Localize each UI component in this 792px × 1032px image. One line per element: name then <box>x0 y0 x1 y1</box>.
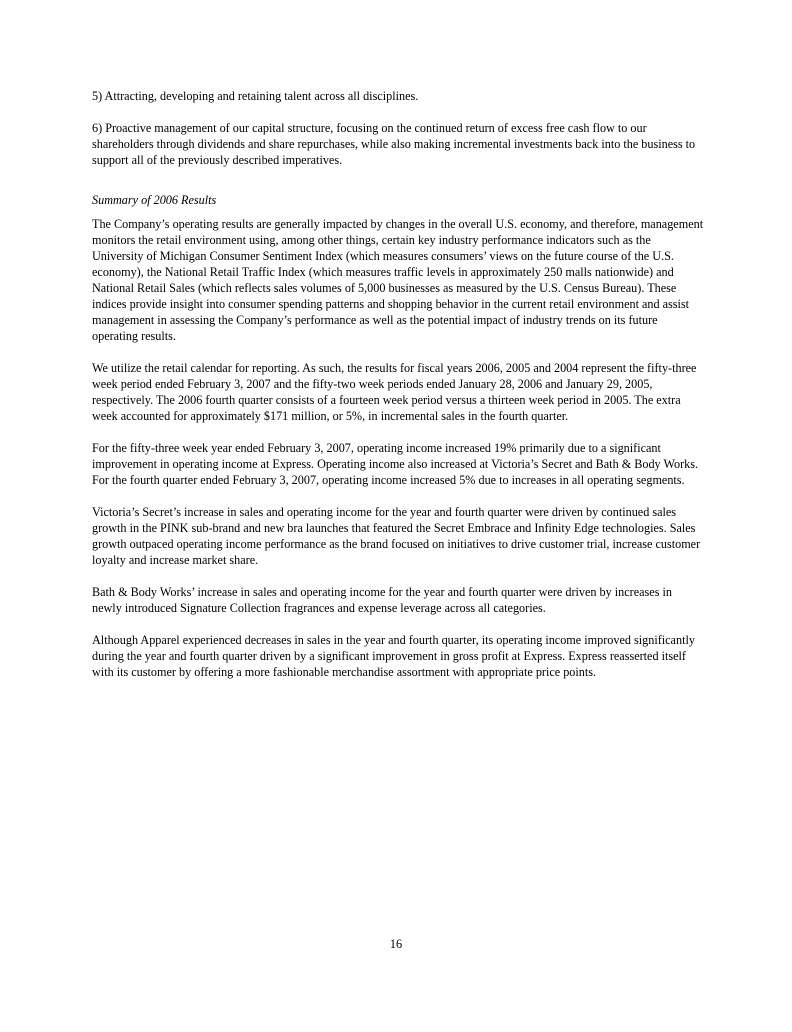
paragraph-retail-calendar: We utilize the retail calendar for reporting. As such, the results for fiscal years 2006, 2005 and 2004 represent the fifty-three week period ended February 3, 2007 and the fifty-two week periods ended January 28, 2006 and January 29, 2005, respectively. The 2006 fourth quarter consists of a fourteen week period versus a thirteen week period in 2005. The extra week accounted for approximately $171 million, or 5%, in incremental sales in the fourth quarter. <box>92 361 697 423</box>
page-number: 16 <box>389 937 403 951</box>
list-item-6: 6) Proactive management of our capital structure, focusing on the continued return of excess free cash flow to our shareholders through dividends and share repurchases, while also making incremental investments back into the business to support all of the previously described imperatives. <box>92 121 696 167</box>
section-heading: Summary of 2006 Results <box>92 193 217 207</box>
list-item-5: 5) Attracting, developing and retaining talent across all disciplines. <box>92 89 419 103</box>
page-body <box>92 88 704 696</box>
paragraph-bath-body-works: Bath & Body Works’ increase in sales and operating income for the year and fourth quarter were driven by increases in newly introduced Signature Collection fragrances and expense leverage across all categories. <box>92 585 672 615</box>
paragraph-economy-indicators: The Company’s operating results are generally impacted by changes in the overall U.S. economy, and therefore, management monitors the retail environment using, among other things, certain key industry performance indicators such as the University of Michigan Consumer Sentiment Index (which measures consumers’ views on the future course of the U.S. economy), the National Retail Traffic Index (which measures traffic levels in approximately 250 malls nationwide) and National Retail Sales (which reflects sales volumes of 5,000 businesses as measured by the U.S. Census Bureau). These indices provide insight into consumer spending patterns and shopping behavior in the current retail environment and assist management in assessing the Company’s performance as well as the potential impact of industry trends on its future operating results. <box>92 217 704 343</box>
paragraph-victorias-secret: Victoria’s Secret’s increase in sales and operating income for the year and fourth quarter were driven by continued sales growth in the PINK sub-brand and new bra launches that featured the Secret Embrace and Infinity Edge technologies. Sales growth outpaced operating income performance as the brand focused on initiatives to drive customer trial, increase customer loyalty and increase market share. <box>92 505 701 567</box>
paragraph-apparel: Although Apparel experienced decreases in sales in the year and fourth quarter, its operating income improved significantly during the year and fourth quarter driven by a significant improvement in gross profit at Express. Express reasserted itself with its customer by offering a more fashionable merchandise assortment with appropriate price points. <box>92 633 695 679</box>
paragraph-operating-income: For the fifty-three week year ended February 3, 2007, operating income increased 19% primarily due to a significant improvement in operating income at Express. Operating income also increased at Victoria’s Secret and Bath & Body Works. For the fourth quarter ended February 3, 2007, operating income increased 5% due to increases in all operating segments. <box>92 441 699 487</box>
